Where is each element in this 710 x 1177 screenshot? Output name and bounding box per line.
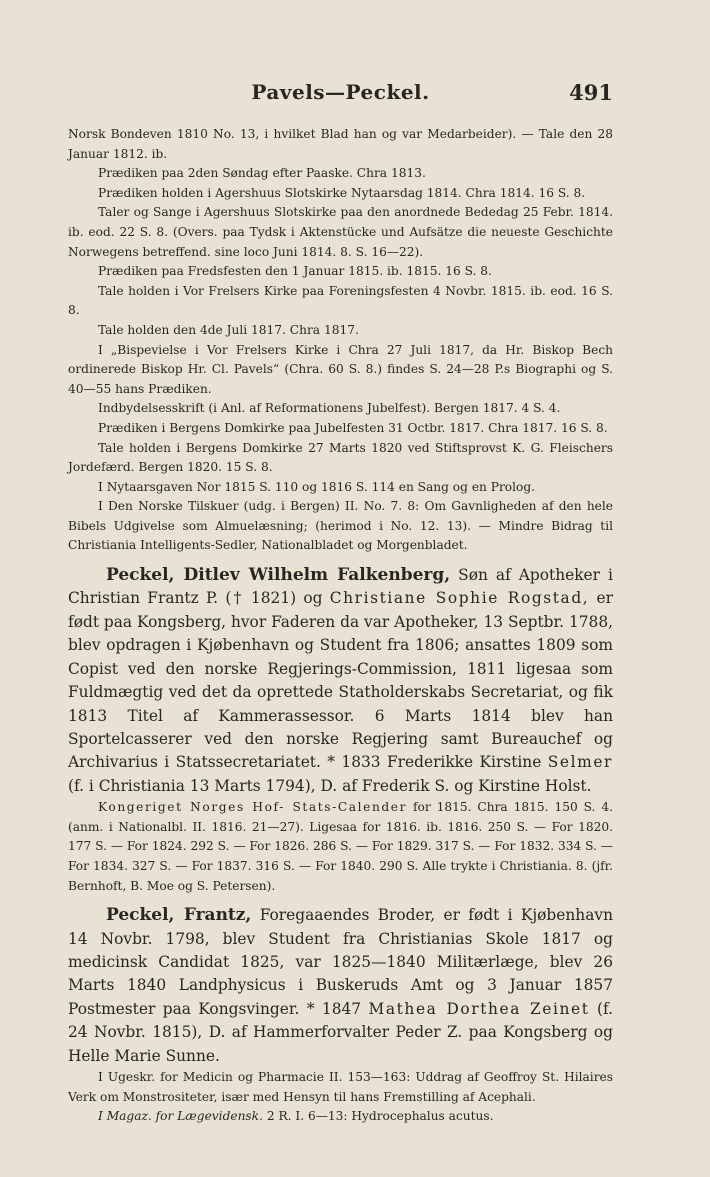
person-name: Christiane Sophie Rogstad,	[329, 589, 590, 608]
work-entry: Tale holden i Vor Frelsers Kirke paa Foreningsfesten 4 Novbr. 1815. ib. eod. 16 S. 8.	[68, 283, 613, 318]
work-entry: Indbydelsesskrift (i Anl. af Reformationens Jubelfest). Bergen 1817. 4 S. 4.	[98, 401, 561, 416]
work-entry: Prædiken i Bergens Domkirke paa Jubelfesten 31 Octbr. 1817. Chra 1817. 16 S. 8.	[98, 420, 608, 435]
work-entry: Prædiken paa 2den Søndag efter Paaske. Chra 1813.	[98, 166, 426, 181]
bibliography: I Ugeskr. for Medicin og Pharmacie II. 153—163: Uddrag af Geoffroy St. Hilaires Verk om Monstrositeter, især med Hensyn til hans Fremstilling af Acephali.	[68, 1069, 613, 1104]
journal-title: I Magaz. for Lægevidensk.	[98, 1109, 263, 1124]
work-entry: I Nytaarsgaven Nor 1815 S. 110 og 1816 S. 114 en Sang og en Prolog.	[98, 479, 536, 494]
page-number: 491	[569, 80, 613, 105]
entry-heading: Peckel, Ditlev Wilhelm Falkenberg,	[106, 565, 451, 586]
person-name: Mathea Dorthea Zeinet	[368, 999, 590, 1018]
person-name: Selmer	[547, 753, 613, 772]
biography: Peckel, Ditlev Wilhelm Falkenberg, Søn af Apotheker i Christian Frantz P. († 1821) og Christiane Sophie Rogstad, er født paa Kongsberg, hvor Faderen da var Apotheker, 13 Septbr. 1788, blev opdragen i Kjøbenhavn og Student fra 1806; ansattes 1809 som Copist ved den norske Regjerings-Commission, 1811 ligesaa som Fuldmægtig ved det da oprettede Statholderskabs Secretariat, og fik 1813 Titel af Kammerassessor. 6 Marts 1814 blev han Sportelcasserer ved den norske Regjering samt Bureauchef og Archivarius i Statssecretariatet. * 1833 Frederikke Kirstine Selmer (f. i Christiania 13 Marts 1794), D. af Frederik S. og Kirstine Holst.	[68, 565, 614, 795]
work-entry: Prædiken holden i Agershuus Slotskirke Nytaarsdag 1814. Chra 1814. 16 S. 8.	[98, 185, 586, 200]
running-header	[68, 80, 613, 110]
bibliography: I Magaz. for Lægevidensk. 2 R. I. 6—13: Hydrocephalus acutus.	[98, 1109, 494, 1124]
work-entry: Tale holden i Bergens Domkirke 27 Marts 1820 ved Stiftsprovst K. G. Fleischers Jordefærd. Bergen 1820. 15 S. 8.	[68, 440, 613, 475]
work-entry: Taler og Sange i Agershuus Slotskirke paa den anordnede Bededag 25 Febr. 1814. ib. eod. 22 S. 8. (Overs. paa Tydsk i Aktenstücke und Aufsätze die neueste Geschichte Norwegens betreffend. sine loco Juni 1814. 8. S. 16—22).	[68, 205, 613, 259]
entry-ditlev-peckel	[68, 564, 613, 896]
pavels-works-list	[68, 125, 613, 556]
work-title: Kongeriget Norges Hof- Stats-Calender	[98, 800, 408, 815]
entry-frantz-peckel	[68, 904, 613, 1127]
work-entry: Prædiken paa Fredsfesten den 1 Januar 1815. ib. 1815. 16 S. 8.	[98, 264, 492, 279]
work-entry: Tale holden den 4de Juli 1817. Chra 1817.	[98, 322, 359, 337]
page-body	[68, 125, 613, 1127]
work-entry: Norsk Bondeven 1810 No. 13, i hvilket Blad han og var Medarbeider). — Tale den 28 Januar 1812. ib.	[68, 127, 613, 161]
work-entry: I Den Norske Tilskuer (udg. i Bergen) II. No. 7. 8: Om Gavnligheden af den hele Bibels Udgivelse som Almuelæsning; (herimod i No. 12. 13). — Mindre Bidrag til Christiania Intelligents-Sedler, Nationalbladet og Morgenbladet.	[68, 499, 613, 553]
entry-heading: Peckel, Frantz,	[106, 905, 252, 926]
biography: Peckel, Frantz, Foregaaendes Broder, er født i Kjøbenhavn 14 Novbr. 1798, blev Student fra Christianias Skole 1817 og medicinsk Candidat 1825, var 1825—1840 Militærlæge, blev 26 Marts 1840 Landphysicus i Buskeruds Amt og 3 Januar 1857 Postmester paa Kongsvinger. * 1847 Mathea Dorthea Zeinet (f. 24 Novbr. 1815), D. af Hammerforvalter Peder Z. paa Kongsberg og Helle Marie Sunne.	[68, 905, 613, 1065]
work-entry: I „Bispevielse i Vor Frelsers Kirke i Chra 27 Juli 1817, da Hr. Biskop Bech ordinerede Biskop Hr. Cl. Pavels“ (Chra. 60 S. 8.) findes S. 24—28 P.s Biographi og S. 40—55 hans Prædiken.	[68, 342, 613, 396]
bibliography: Kongeriget Norges Hof- Stats-Calender for 1815. Chra 1815. 150 S. 4. (anm. i Nationalbl. II. 1816. 21—27). Ligesaa for 1816. ib. 1816. 250 S. — For 1820. 177 S. — For 1824. 292 S. — For 1826. 286 S. — For 1829. 317 S. — For 1832. 334 S. — For 1834. 327 S. — For 1837. 316 S. — For 1840. 290 S. Alle trykte i Christiania. 8. (jfr. Bernhoft, B. Moe og S. Petersen).	[68, 800, 613, 893]
running-title: Pavels—Peckel.	[251, 80, 430, 104]
